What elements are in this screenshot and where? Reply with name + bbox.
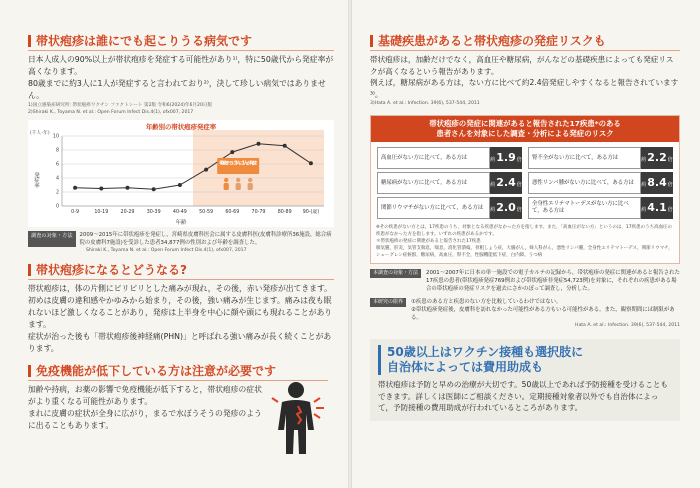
y-unit: (千人･年) (30, 131, 50, 136)
y-tick-label: 0 (55, 204, 59, 210)
x-tick-label: 90-(歳) (302, 210, 320, 215)
risk-value: 約 4.1 倍 (641, 197, 673, 219)
risk-value: 約 1.9 倍 (490, 147, 522, 169)
data-point (204, 168, 208, 172)
body-text: 加齢や持病，お薬の影響で免疫機能が低下すると，帯状疱疹の症状がより重くなる可能性があります。 (28, 385, 262, 406)
person-head-icon (236, 178, 240, 182)
method-badge: 本調査の対象・方法 (370, 269, 421, 278)
risk-item (528, 147, 673, 169)
limits-badge: 本研究の限界 (370, 298, 406, 307)
x-tick-label: 20-29 (120, 210, 135, 215)
risk-label: 高血圧がない方に比べて，ある方は (377, 147, 490, 169)
data-point (73, 186, 77, 190)
limits-text: ①疾患のある方と疾患のない方を比較しているわけではない。 ②帯状疱疹発症後，皮膚科を訪れなかった可能性がある方もいる可能性がある。また，観察期間には制限がある。 (411, 299, 675, 321)
y-tick-label: 8 (55, 148, 59, 154)
right-column (352, 0, 700, 488)
risk-item (528, 172, 673, 194)
footnote: 1)国立感染症研究所: 帯状疱疹ワクチン ファクトシート 第2版 令和6(2024)年6月20日版 (28, 103, 213, 108)
risk-note: ※その疾患がない方とは，17疾患のうち，対象となる疾患がなかった方を指します。また，「高血圧がない方」というのは，17疾患のうち高血圧の疾患がなかった方を指します。いずれの疾患があるかです。 ＊帯状疱疹の発症に関連があると報告された17疾患 肺気腫，肝炎，気管支喘息，喘息，消化管潰瘍，骨粗しょう症，大腸がん，婦人科がん，悪性リンパ腫，全身性エリテマトーデス，関節リウマチ，シェーグレン症候群，糖尿病，高血圧，腎不全，性腺機能低下症，白内障，うつ病 (376, 225, 673, 258)
body-pain-illustration-icon (268, 380, 328, 456)
data-point (257, 142, 261, 146)
person-head-icon (248, 178, 252, 182)
person-head-icon (224, 178, 228, 182)
body-text: 日本人成人の90%以上が帯状疱疹を発症する可能性があり¹⁾，特に50歳代から発症率が高くなります。 (28, 55, 334, 76)
vaccine-box (370, 339, 680, 421)
data-point (283, 144, 287, 148)
body-text: 80歳までに約3人に1人が発症すると言われており²⁾，決して珍しい病気ではありません。 (28, 79, 326, 100)
x-tick-label: 30-39 (146, 210, 161, 215)
data-point (126, 186, 130, 190)
x-tick-label: 0-9 (71, 210, 80, 215)
y-tick-label: 4 (55, 176, 59, 182)
x-tick-label: 70-79 (251, 210, 266, 215)
study-method (370, 269, 680, 293)
risk-item (377, 172, 522, 194)
chart-svg (28, 120, 334, 227)
chart-title: 年齢別の帯状疱疹発症率 (145, 123, 217, 131)
risk-label: 全身性エリテマトーデスがない方に比べて，ある方は (528, 197, 641, 219)
risk-box (370, 115, 680, 264)
footnote: 2)Shiraki K., Toyama N. et al.: Open Forum Infect Dis.4(1), ofx007, 2017 (28, 110, 194, 115)
body-text: まれに皮膚の症状が全身に広がり，まるで水ぼうそうの発疹のように出ることもあります。 (28, 409, 262, 430)
risk-item (377, 147, 522, 169)
study-limits (370, 298, 680, 322)
x-tick-label: 10-19 (94, 210, 109, 215)
risk-item (377, 197, 522, 219)
body-text: 帯状疱疹は，体の片側にピリピリとした痛みが現れ，その後，赤い発疹が出てきます。 (28, 284, 332, 293)
vaccine-title: 50歳以上はワクチン接種も選択肢に 自治体によっては費用助成も (378, 345, 672, 375)
risk-label: 腎不全がない方に比べて，ある方は (528, 147, 641, 169)
risk-box-header: 帯状疱疹の発症に関連があると報告された17疾患*のある 患者さんを対象にした調査・分析による発症のリスク (371, 116, 679, 142)
person-body-icon (224, 183, 229, 190)
risk-grid (371, 142, 679, 224)
y-tick-label: 6 (55, 162, 59, 168)
footnote: 3)Hata A. et al.: Infection. 39(6), 537-544, 2011 (370, 101, 480, 106)
section-title-comorbidity: 基礎疾患があると帯状疱疹の発症リスクも (370, 34, 680, 51)
section-symptoms (28, 263, 334, 355)
data-point (309, 161, 313, 165)
risk-item (528, 197, 673, 219)
data-point (99, 187, 103, 191)
body-text: 初めは皮膚の違和感やかゆみから始まり，その後，強い痛みが生じます。痛みは夜も眠れないほど激しくなることがあり，発疹は上半身を中心に顔や頭にも現れることがあります。 (28, 296, 333, 329)
data-point (230, 150, 234, 154)
x-axis-label: 年齢 (175, 220, 187, 226)
x-tick-label: 60-69 (225, 210, 240, 215)
vaccine-text: 帯状疱疹は予防と早めの治療が大切です。50歳以上であれば予防接種を受けることもできます。詳しくは医師にご相談ください。定期接種対象者以外でも自治体によって，予防接種の費用助成が行われているところがあります。 (378, 380, 669, 412)
y-tick-label: 10 (52, 134, 59, 140)
body-text: 例えば，糖尿病がある方は，ない方に比べて約2.4倍発症しやすくなると報告されています³⁾。 (370, 78, 679, 99)
data-point (178, 183, 182, 187)
risk-value: 約 8.4 倍 (641, 172, 673, 194)
risk-value: 約 2.2 倍 (641, 147, 673, 169)
x-tick-label: 80-89 (277, 210, 292, 215)
person-body-icon (248, 183, 253, 190)
risk-label: 関節リウマチがない方に比べて，ある方は (377, 197, 490, 219)
section-title-anyone: 帯状疱疹は誰にでも起こりうる病気です (28, 34, 334, 51)
methods-badge: 調査の対象・方法 (28, 231, 76, 247)
data-point (152, 187, 156, 191)
risk-value: 約 2.0 倍 (490, 197, 522, 219)
callout-text: 80歳までに3人に1人が発症 (219, 161, 258, 167)
method-text: 2001～2007年に日本の単一施設での電子カルテの記録から，帯状疱疹の発症に関連があると報告された17疾患の患者(帯状疱疹発症769例および帯状疱疹非発症54,723例)を対象に，それぞれの疾患がある場合の帯状疱疹の発症リスクを過去にさかのぼって調査し，分析した。 (426, 270, 680, 292)
body-text: 帯状疱疹は，加齢だけでなく，高血圧や糖尿病，がんなどの基礎疾患によっても発症リスクが高くなるという報告があります。 (370, 55, 674, 76)
risk-value: 約 2.4 倍 (490, 172, 522, 194)
chart-citation: Shiraki K., Toyama N. et al.: Open Forum Infect Dis.4(1), ofx007, 2017 (86, 248, 247, 253)
person-body-icon (236, 183, 241, 190)
y-axis-label: 発症率 (33, 172, 39, 189)
incidence-chart (28, 120, 334, 227)
section-immunity (28, 364, 277, 432)
risk-label: 悪性リンパ腫がない方に比べて，ある方は (528, 172, 641, 194)
body-text: 症状が治った後も「帯状疱疹後神経痛(PHN)」と呼ばれる強い痛みが長く続くことがあります。 (28, 332, 332, 353)
x-tick-label: 40-49 (172, 210, 187, 215)
chart-methods (28, 231, 334, 247)
section-title-symptoms: 帯状疱疹になるとどうなる? (28, 263, 334, 280)
y-tick-label: 2 (55, 190, 59, 196)
limits-citation: Hata A. et al.: Infection. 39(6), 537-544, 2011 (574, 323, 680, 328)
x-tick-label: 50-59 (199, 210, 214, 215)
section-title-immunity: 免疫機能が低下している方は注意が必要です (28, 364, 266, 381)
risk-label: 糖尿病がない方に比べて，ある方は (377, 172, 490, 194)
methods-text: 2009～2015年に帯状疱疹を発症し，宮崎県皮膚科医会に属する皮膚科医(皮膚科診療所36施設，総合病院の皮膚科7施設)を受診した患者34,877例の性別および年齢を調査した。 (79, 232, 332, 246)
